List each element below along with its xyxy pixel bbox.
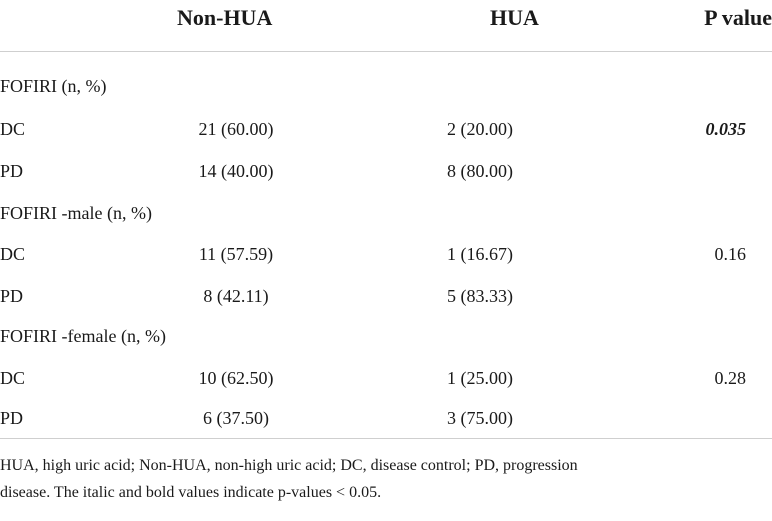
table-row-male-dc [0, 234, 772, 274]
table-row-fofiri-dc [0, 109, 772, 149]
row-label: FOFIRI (n, %) [0, 76, 107, 96]
table-row-section-fofiri-female [0, 316, 772, 356]
cell-non-hua: 6 (37.50) [203, 408, 269, 428]
table-row-male-pd [0, 276, 772, 316]
footnote-line-2: disease. The italic and bold values indicate p-values < 0.05. [0, 484, 382, 501]
cell-p-value-significant: 0.035 [705, 119, 746, 139]
table-row-section-fofiri-male [0, 193, 772, 233]
table-header-row [0, 0, 772, 50]
cell-non-hua: 21 (60.00) [198, 119, 274, 139]
header-p-value: P value [704, 5, 772, 30]
cell-non-hua: 8 (42.11) [203, 286, 269, 306]
table-footnote [0, 452, 772, 506]
cell-p-value: 0.16 [714, 244, 746, 264]
table-row-fofiri-pd [0, 151, 772, 191]
row-label: FOFIRI -female (n, %) [0, 326, 166, 346]
row-label: PD [0, 161, 24, 181]
table-row-female-pd [0, 398, 772, 438]
cell-hua: 3 (75.00) [447, 408, 513, 428]
cell-hua: 1 (16.67) [447, 244, 513, 264]
cell-hua: 5 (83.33) [447, 286, 513, 306]
cell-hua: 1 (25.00) [447, 368, 513, 388]
header-divider [0, 51, 772, 52]
cell-non-hua: 10 (62.50) [198, 368, 274, 388]
table-row-female-dc [0, 358, 772, 398]
cell-p-value: 0.28 [714, 368, 746, 388]
row-label: PD [0, 286, 24, 306]
row-label: FOFIRI -male (n, %) [0, 203, 152, 223]
cell-non-hua: 11 (57.59) [198, 244, 274, 264]
cell-hua: 2 (20.00) [447, 119, 513, 139]
row-label: DC [0, 119, 26, 139]
footer-divider [0, 438, 772, 439]
table-row-section-fofiri [0, 66, 772, 106]
row-label: DC [0, 244, 26, 264]
header-non-hua: Non-HUA [177, 5, 273, 30]
row-label: PD [0, 408, 24, 428]
cell-non-hua: 14 (40.00) [198, 161, 274, 181]
row-label: DC [0, 368, 26, 388]
footnote-line-1: HUA, high uric acid; Non-HUA, non-high uric acid; DC, disease control; PD, progression [0, 457, 578, 474]
header-hua: HUA [490, 5, 539, 30]
cell-hua: 8 (80.00) [447, 161, 513, 181]
